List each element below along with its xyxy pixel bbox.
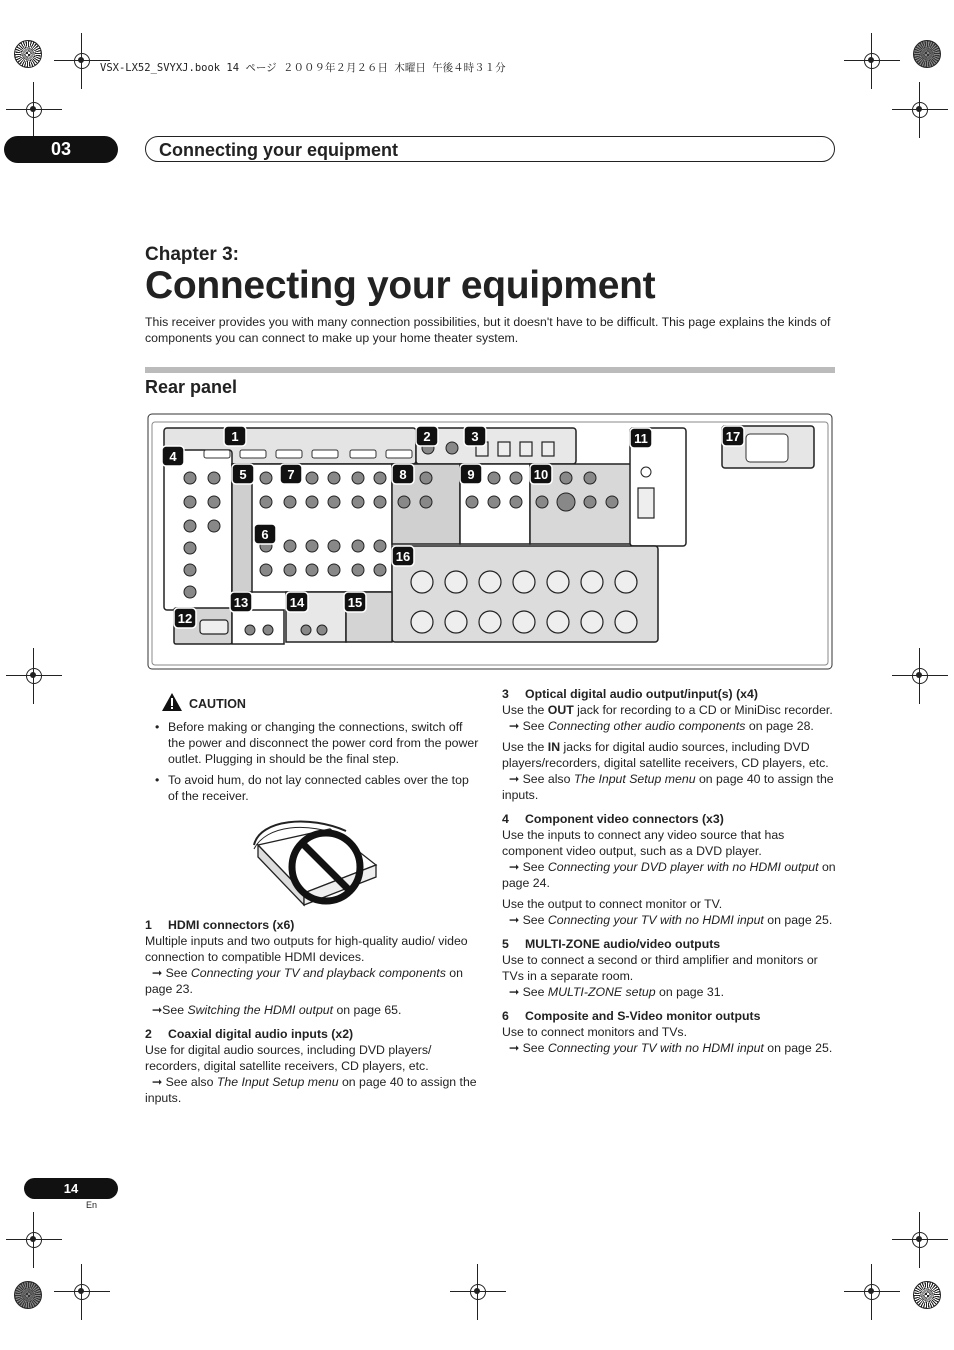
callout-number: 7 bbox=[287, 467, 295, 482]
crop-mark bbox=[6, 1212, 62, 1268]
page-reference: ➞ See MULTI-ZONE setup on page 31. bbox=[508, 985, 724, 999]
page-reference: ➞ See Connecting your DVD player with no HDMI output on page 24. bbox=[502, 860, 836, 890]
chapter-title: Connecting your equipment bbox=[145, 264, 656, 307]
page-reference: ➞ See also The Input Setup menu on page 40 to assign the inputs. bbox=[145, 1075, 477, 1105]
item-title: Composite and S-Video monitor outputs bbox=[525, 1009, 761, 1023]
callout-number: 17 bbox=[725, 429, 741, 444]
page-reference: ➞ See Connecting your TV with no HDMI input on page 25. bbox=[508, 1041, 833, 1055]
list-item: • Before making or changing the connections, switch off the power and disconnect the power cord from the power outlet. Plugging in should be the final step. bbox=[155, 720, 479, 766]
list-item: 5 MULTI-ZONE audio/video outputs Use to connect a second or third amplifier and monitors or TVs in a separate room. ➞ See MULTI-ZONE setup on page 31. bbox=[502, 936, 837, 1000]
rear-panel-diagram bbox=[146, 412, 834, 671]
list-item: 1 HDMI connectors (x6) Multiple inputs and two outputs for high-quality audio/ video connection to compatible HDMI devices. ➞ See Connecting your TV and playback components on page 23. ➞See Switching the HDMI output on page 65. bbox=[145, 917, 480, 1018]
page-reference: ➞ See Connecting other audio components on page 28. bbox=[508, 719, 814, 733]
registration-rosette bbox=[913, 1281, 941, 1309]
intro-paragraph: This receiver provides you with many connection possibilities, but it doesn't have to be difficult. This page explains the kinds of components you can connect to make up your home theater system. bbox=[145, 315, 831, 345]
chapter-label: Chapter 3: bbox=[145, 244, 239, 265]
crop-mark bbox=[844, 33, 900, 89]
page-reference: ➞ See Connecting your TV with no HDMI input on page 25. bbox=[508, 913, 833, 927]
item-title: Coaxial digital audio inputs (x2) bbox=[168, 1027, 354, 1041]
chapter-number-tab: 03 bbox=[4, 136, 118, 163]
callout-number: 3 bbox=[471, 429, 479, 444]
list-item: 6 Composite and S-Video monitor outputs Use to connect monitors and TVs. ➞ See Connecting your TV with no HDMI input on page 25. bbox=[502, 1008, 837, 1056]
list-item: 4 Component video connectors (x3) Use the inputs to connect any video source that has component video output, such as a DVD player. ➞ See Connecting your DVD player with no HDMI output on page 24. Use the output to connect monitor or TV. ➞ See Connecting your TV with no HDMI input on page 25. bbox=[502, 812, 836, 927]
item-text: Multiple inputs and two outputs for high-quality audio/ video connection to compatible HDMI devices. bbox=[145, 934, 468, 964]
list-item: 3 Optical digital audio output/input(s) (x4) Use the OUT jack for recording to a CD or MiniDisc recorder. ➞ See Connecting other audio components on page 28. Use the IN jacks for digital audio sources, including DVD players/recorders, digital satellite receivers, CD players, etc. ➞ See also The Input Setup menu on page 40 to assign the inputs. bbox=[502, 686, 837, 803]
crop-mark bbox=[6, 648, 62, 704]
list-item: 2 Coaxial digital audio inputs (x2) Use for digital audio sources, including DVD players/ recorders, digital satellite receivers, CD players, etc. ➞ See also The Input Setup menu on page 40 to assign the inputs. bbox=[145, 1026, 480, 1106]
item-title: Optical digital audio output/input(s) (x4) bbox=[525, 687, 758, 701]
section-rule bbox=[145, 367, 835, 373]
page-reference: ➞See Switching the HDMI output on page 65. bbox=[151, 1003, 402, 1017]
registration-rosette bbox=[14, 1281, 42, 1309]
file-header: VSX-LX52_SVYXJ.book 14 ページ ２００９年２月２６日 木曜日 午後４時３１分 bbox=[100, 62, 506, 74]
page-language: En bbox=[86, 1200, 98, 1210]
warning-triangle-icon bbox=[161, 692, 183, 712]
item-text: Use the inputs to connect any video source that has component video output, such as a DVD player. bbox=[502, 828, 785, 858]
callout-number: 6 bbox=[261, 527, 269, 542]
section-title: Rear panel bbox=[145, 377, 238, 397]
callout-number: 15 bbox=[347, 595, 363, 610]
callout-number: 11 bbox=[634, 431, 648, 446]
item-text: Use the IN jacks for digital audio sources, including DVD players/recorders, digital satellite receivers, CD players, etc. bbox=[502, 740, 829, 770]
item-title: Component video connectors (x3) bbox=[525, 812, 724, 826]
callout-number: 16 bbox=[395, 549, 411, 564]
crop-mark bbox=[892, 82, 948, 138]
left-column bbox=[145, 917, 480, 1114]
item-text: Use to connect a second or third amplifier and monitors or TVs in a separate room. bbox=[502, 953, 818, 983]
callout-number: 9 bbox=[467, 467, 475, 482]
running-title: Connecting your equipment bbox=[145, 136, 835, 162]
crop-mark bbox=[844, 1264, 900, 1320]
caution-list bbox=[153, 719, 479, 809]
callout-number: 12 bbox=[177, 611, 193, 626]
callout-number: 14 bbox=[289, 595, 305, 610]
crop-mark bbox=[54, 1264, 110, 1320]
crop-mark bbox=[450, 1264, 506, 1320]
list-item: • To avoid hum, do not lay connected cables over the top of the receiver. bbox=[155, 773, 469, 803]
item-text: Use the output to connect monitor or TV. bbox=[502, 897, 723, 911]
caution-label: CAUTION bbox=[189, 697, 246, 711]
item-text: Use the OUT jack for recording to a CD or MiniDisc recorder. bbox=[502, 703, 833, 717]
item-text: Use for digital audio sources, including DVD players/ recorders, digital satellite receivers, CD players, etc. bbox=[145, 1043, 432, 1073]
prohibited-cable-illustration bbox=[250, 815, 380, 910]
registration-rosette bbox=[14, 40, 42, 68]
crop-mark bbox=[892, 648, 948, 704]
page-number: 14 bbox=[24, 1178, 118, 1199]
callout-number: 13 bbox=[233, 595, 249, 610]
item-title: HDMI connectors (x6) bbox=[168, 918, 295, 932]
callout-number: 10 bbox=[533, 467, 549, 482]
page-reference: ➞ See also The Input Setup menu on page 40 to assign the inputs. bbox=[502, 772, 834, 802]
callout-number: 1 bbox=[231, 429, 239, 444]
crop-mark bbox=[6, 82, 62, 138]
page-reference: ➞ See Connecting your TV and playback components on page 23. bbox=[145, 966, 463, 996]
right-column bbox=[502, 686, 837, 1064]
callout-number: 4 bbox=[169, 449, 177, 464]
callout-number: 8 bbox=[399, 467, 407, 482]
callout-number: 2 bbox=[423, 429, 431, 444]
item-title: MULTI-ZONE audio/video outputs bbox=[525, 937, 721, 951]
crop-mark bbox=[892, 1212, 948, 1268]
item-text: Use to connect monitors and TVs. bbox=[502, 1025, 687, 1039]
callout-number: 5 bbox=[239, 467, 247, 482]
registration-rosette bbox=[913, 40, 941, 68]
